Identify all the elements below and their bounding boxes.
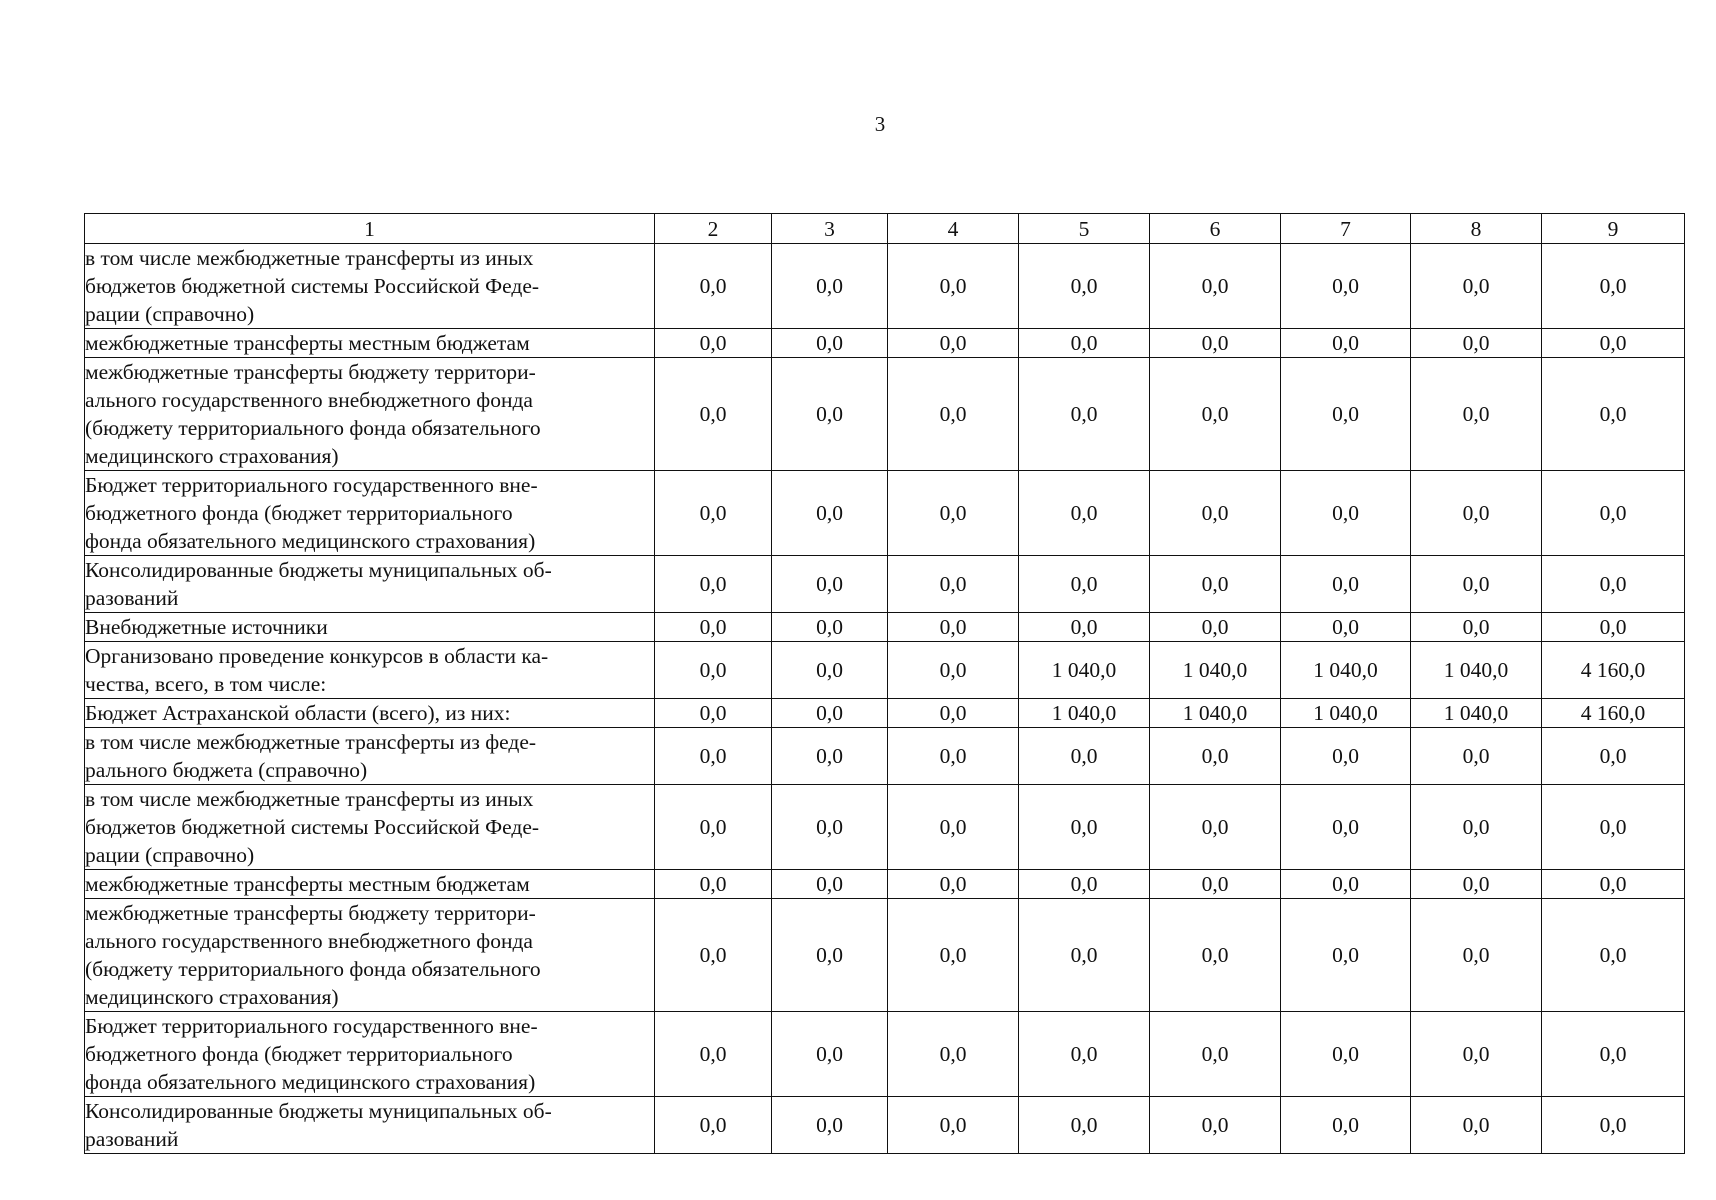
value-cell-col-4: 0,0 xyxy=(888,613,1019,642)
table-row xyxy=(85,785,1685,870)
row-label-line: Организовано проведение конкурсов в области ка- xyxy=(85,644,549,668)
value-cell-col-9: 0,0 xyxy=(1542,870,1685,899)
value-cell-col-5: 0,0 xyxy=(1019,899,1150,1012)
row-label-line: ального государственного внебюджетного фонда xyxy=(85,388,533,412)
row-label-line: в том числе межбюджетные трансферты из иных xyxy=(85,246,534,270)
value-cell-col-7: 0,0 xyxy=(1281,1097,1411,1154)
value-cell-col-9: 0,0 xyxy=(1542,244,1685,329)
table-row xyxy=(85,899,1685,1012)
value-cell-col-2: 0,0 xyxy=(655,870,772,899)
value-cell-col-4: 0,0 xyxy=(888,556,1019,613)
table-row xyxy=(85,358,1685,471)
value-cell-col-5: 1 040,0 xyxy=(1019,642,1150,699)
row-label xyxy=(85,785,655,870)
value-cell-col-4: 0,0 xyxy=(888,699,1019,728)
table-row xyxy=(85,699,1685,728)
value-cell-col-7: 0,0 xyxy=(1281,728,1411,785)
value-cell-col-5: 0,0 xyxy=(1019,728,1150,785)
column-number-row xyxy=(85,214,1685,244)
value-cell-col-3: 0,0 xyxy=(772,1097,888,1154)
row-label-line: медицинского страхования) xyxy=(85,444,339,468)
row-label xyxy=(85,728,655,785)
value-cell-col-2: 0,0 xyxy=(655,556,772,613)
value-cell-col-2: 0,0 xyxy=(655,244,772,329)
value-cell-col-3: 0,0 xyxy=(772,1012,888,1097)
value-cell-col-8: 0,0 xyxy=(1411,1012,1542,1097)
value-cell-col-8: 0,0 xyxy=(1411,613,1542,642)
value-cell-col-7: 0,0 xyxy=(1281,329,1411,358)
table-row xyxy=(85,471,1685,556)
value-cell-col-9: 0,0 xyxy=(1542,329,1685,358)
value-cell-col-5: 0,0 xyxy=(1019,244,1150,329)
value-cell-col-5: 1 040,0 xyxy=(1019,699,1150,728)
value-cell-col-4: 0,0 xyxy=(888,785,1019,870)
row-label-line: рации (справочно) xyxy=(85,302,255,326)
value-cell-col-6: 0,0 xyxy=(1150,329,1281,358)
value-cell-col-3: 0,0 xyxy=(772,556,888,613)
value-cell-col-6: 1 040,0 xyxy=(1150,699,1281,728)
value-cell-col-6: 0,0 xyxy=(1150,556,1281,613)
row-label xyxy=(85,699,655,728)
value-cell-col-6: 0,0 xyxy=(1150,870,1281,899)
value-cell-col-2: 0,0 xyxy=(655,1012,772,1097)
value-cell-col-6: 0,0 xyxy=(1150,244,1281,329)
value-cell-col-5: 0,0 xyxy=(1019,870,1150,899)
row-label-line: Бюджет Астраханской области (всего), из них: xyxy=(85,701,511,725)
row-label-line: бюджетного фонда (бюджет территориального xyxy=(85,1042,513,1066)
row-label xyxy=(85,613,655,642)
value-cell-col-7: 0,0 xyxy=(1281,785,1411,870)
value-cell-col-6: 0,0 xyxy=(1150,358,1281,471)
row-label-line: Бюджет территориального государственного вне- xyxy=(85,1014,538,1038)
value-cell-col-7: 0,0 xyxy=(1281,358,1411,471)
row-label xyxy=(85,642,655,699)
row-label xyxy=(85,870,655,899)
value-cell-col-8: 0,0 xyxy=(1411,244,1542,329)
table-row xyxy=(85,1097,1685,1154)
value-cell-col-4: 0,0 xyxy=(888,870,1019,899)
value-cell-col-8: 0,0 xyxy=(1411,728,1542,785)
value-cell-col-3: 0,0 xyxy=(772,785,888,870)
table-row xyxy=(85,329,1685,358)
value-cell-col-4: 0,0 xyxy=(888,1097,1019,1154)
value-cell-col-2: 0,0 xyxy=(655,899,772,1012)
value-cell-col-4: 0,0 xyxy=(888,329,1019,358)
value-cell-col-5: 0,0 xyxy=(1019,358,1150,471)
value-cell-col-3: 0,0 xyxy=(772,699,888,728)
column-number-6: 6 xyxy=(1150,214,1281,244)
table-row xyxy=(85,642,1685,699)
budget-table xyxy=(84,213,1685,1154)
value-cell-col-8: 0,0 xyxy=(1411,899,1542,1012)
value-cell-col-2: 0,0 xyxy=(655,471,772,556)
column-number-7: 7 xyxy=(1281,214,1411,244)
value-cell-col-5: 0,0 xyxy=(1019,329,1150,358)
value-cell-col-7: 0,0 xyxy=(1281,471,1411,556)
table-row xyxy=(85,870,1685,899)
row-label-line: рального бюджета (справочно) xyxy=(85,758,368,782)
value-cell-col-6: 0,0 xyxy=(1150,785,1281,870)
value-cell-col-7: 1 040,0 xyxy=(1281,642,1411,699)
value-cell-col-4: 0,0 xyxy=(888,471,1019,556)
row-label-line: бюджетов бюджетной системы Российской Феде- xyxy=(85,815,540,839)
value-cell-col-8: 1 040,0 xyxy=(1411,642,1542,699)
value-cell-col-2: 0,0 xyxy=(655,699,772,728)
value-cell-col-9: 0,0 xyxy=(1542,1012,1685,1097)
value-cell-col-6: 0,0 xyxy=(1150,471,1281,556)
row-label-line: межбюджетные трансферты бюджету территори- xyxy=(85,360,536,384)
table-row xyxy=(85,556,1685,613)
value-cell-col-3: 0,0 xyxy=(772,358,888,471)
value-cell-col-9: 0,0 xyxy=(1542,785,1685,870)
value-cell-col-2: 0,0 xyxy=(655,785,772,870)
row-label-line: (бюджету территориального фонда обязательного xyxy=(85,957,541,981)
value-cell-col-5: 0,0 xyxy=(1019,556,1150,613)
column-number-8: 8 xyxy=(1411,214,1542,244)
value-cell-col-8: 0,0 xyxy=(1411,870,1542,899)
value-cell-col-9: 4 160,0 xyxy=(1542,642,1685,699)
row-label-line: медицинского страхования) xyxy=(85,985,339,1009)
value-cell-col-3: 0,0 xyxy=(772,613,888,642)
value-cell-col-4: 0,0 xyxy=(888,244,1019,329)
value-cell-col-6: 0,0 xyxy=(1150,728,1281,785)
column-number-9: 9 xyxy=(1542,214,1685,244)
value-cell-col-7: 0,0 xyxy=(1281,556,1411,613)
value-cell-col-6: 0,0 xyxy=(1150,1012,1281,1097)
value-cell-col-3: 0,0 xyxy=(772,642,888,699)
value-cell-col-8: 0,0 xyxy=(1411,329,1542,358)
value-cell-col-2: 0,0 xyxy=(655,329,772,358)
value-cell-col-9: 0,0 xyxy=(1542,1097,1685,1154)
column-number-4: 4 xyxy=(888,214,1019,244)
value-cell-col-7: 0,0 xyxy=(1281,899,1411,1012)
table-row xyxy=(85,613,1685,642)
row-label-line: (бюджету территориального фонда обязательного xyxy=(85,416,541,440)
value-cell-col-6: 0,0 xyxy=(1150,1097,1281,1154)
value-cell-col-8: 0,0 xyxy=(1411,556,1542,613)
value-cell-col-9: 0,0 xyxy=(1542,899,1685,1012)
value-cell-col-3: 0,0 xyxy=(772,244,888,329)
value-cell-col-7: 0,0 xyxy=(1281,1012,1411,1097)
value-cell-col-7: 0,0 xyxy=(1281,244,1411,329)
table-row xyxy=(85,728,1685,785)
row-label-line: Консолидированные бюджеты муниципальных об- xyxy=(85,558,552,582)
column-number-2: 2 xyxy=(655,214,772,244)
value-cell-col-8: 0,0 xyxy=(1411,1097,1542,1154)
value-cell-col-2: 0,0 xyxy=(655,642,772,699)
value-cell-col-7: 0,0 xyxy=(1281,870,1411,899)
row-label-line: в том числе межбюджетные трансферты из феде- xyxy=(85,730,537,754)
value-cell-col-3: 0,0 xyxy=(772,899,888,1012)
row-label xyxy=(85,1097,655,1154)
value-cell-col-8: 1 040,0 xyxy=(1411,699,1542,728)
value-cell-col-3: 0,0 xyxy=(772,870,888,899)
row-label-line: межбюджетные трансферты бюджету территори- xyxy=(85,901,536,925)
value-cell-col-2: 0,0 xyxy=(655,613,772,642)
value-cell-col-6: 1 040,0 xyxy=(1150,642,1281,699)
row-label-line: фонда обязательного медицинского страхования) xyxy=(85,529,536,553)
value-cell-col-2: 0,0 xyxy=(655,1097,772,1154)
table-body xyxy=(85,244,1685,1154)
value-cell-col-3: 0,0 xyxy=(772,329,888,358)
row-label-line: чества, всего, в том числе: xyxy=(85,672,327,696)
value-cell-col-8: 0,0 xyxy=(1411,358,1542,471)
value-cell-col-3: 0,0 xyxy=(772,728,888,785)
row-label-line: межбюджетные трансферты местным бюджетам xyxy=(85,872,530,896)
value-cell-col-2: 0,0 xyxy=(655,358,772,471)
value-cell-col-9: 4 160,0 xyxy=(1542,699,1685,728)
value-cell-col-6: 0,0 xyxy=(1150,613,1281,642)
row-label-line: бюджетов бюджетной системы Российской Феде- xyxy=(85,274,540,298)
row-label-line: межбюджетные трансферты местным бюджетам xyxy=(85,331,530,355)
row-label-line: Консолидированные бюджеты муниципальных об- xyxy=(85,1099,552,1123)
value-cell-col-4: 0,0 xyxy=(888,358,1019,471)
row-label xyxy=(85,1012,655,1097)
row-label-line: бюджетного фонда (бюджет территориального xyxy=(85,501,513,525)
column-number-5: 5 xyxy=(1019,214,1150,244)
value-cell-col-4: 0,0 xyxy=(888,899,1019,1012)
row-label-line: разований xyxy=(85,586,179,610)
row-label-line: фонда обязательного медицинского страхования) xyxy=(85,1070,536,1094)
value-cell-col-9: 0,0 xyxy=(1542,613,1685,642)
value-cell-col-9: 0,0 xyxy=(1542,728,1685,785)
value-cell-col-5: 0,0 xyxy=(1019,785,1150,870)
value-cell-col-3: 0,0 xyxy=(772,471,888,556)
row-label-line: Внебюджетные источники xyxy=(85,615,328,639)
column-number-1: 1 xyxy=(85,214,655,244)
value-cell-col-2: 0,0 xyxy=(655,728,772,785)
table-row xyxy=(85,1012,1685,1097)
value-cell-col-5: 0,0 xyxy=(1019,613,1150,642)
value-cell-col-4: 0,0 xyxy=(888,728,1019,785)
value-cell-col-9: 0,0 xyxy=(1542,471,1685,556)
value-cell-col-9: 0,0 xyxy=(1542,556,1685,613)
page-number: 3 xyxy=(874,112,886,136)
value-cell-col-7: 0,0 xyxy=(1281,613,1411,642)
row-label-line: в том числе межбюджетные трансферты из иных xyxy=(85,787,534,811)
value-cell-col-5: 0,0 xyxy=(1019,1012,1150,1097)
row-label-line: ального государственного внебюджетного фонда xyxy=(85,929,533,953)
table-row xyxy=(85,244,1685,329)
row-label-line: разований xyxy=(85,1127,179,1151)
value-cell-col-7: 1 040,0 xyxy=(1281,699,1411,728)
row-label xyxy=(85,329,655,358)
value-cell-col-8: 0,0 xyxy=(1411,471,1542,556)
value-cell-col-8: 0,0 xyxy=(1411,785,1542,870)
value-cell-col-4: 0,0 xyxy=(888,642,1019,699)
value-cell-col-6: 0,0 xyxy=(1150,899,1281,1012)
row-label xyxy=(85,556,655,613)
row-label xyxy=(85,244,655,329)
value-cell-col-4: 0,0 xyxy=(888,1012,1019,1097)
row-label xyxy=(85,899,655,1012)
value-cell-col-5: 0,0 xyxy=(1019,471,1150,556)
column-number-3: 3 xyxy=(772,214,888,244)
row-label xyxy=(85,471,655,556)
value-cell-col-9: 0,0 xyxy=(1542,358,1685,471)
row-label xyxy=(85,358,655,471)
value-cell-col-5: 0,0 xyxy=(1019,1097,1150,1154)
row-label-line: Бюджет территориального государственного вне- xyxy=(85,473,538,497)
row-label-line: рации (справочно) xyxy=(85,843,255,867)
